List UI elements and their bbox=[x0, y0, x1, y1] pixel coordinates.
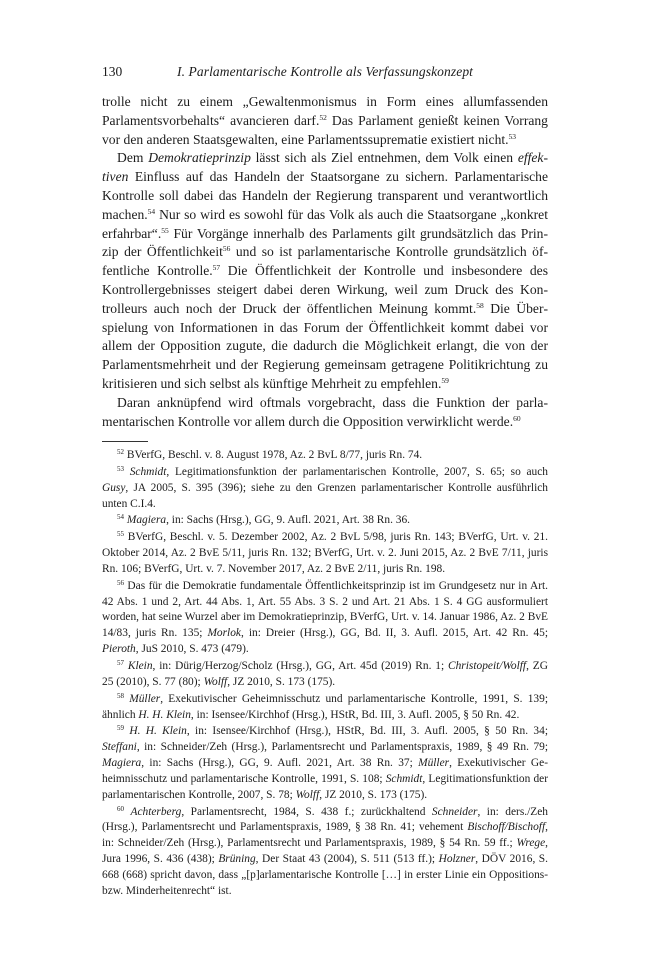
footnote-number: 53 bbox=[117, 464, 124, 473]
footnote: $^{55}$ BVerfG, Beschl. v. 5. Dezember 2002, Az. 2 BvL 5/98, juris Rn. 143; BVerfG, Urt. v. 21. Oktober 2014, Az. 2 BvE 5/11, juris Rn. 132; BVerfG, Urt. v. 2. Juni 2015, Az. 2 BvE 7/11, juris Rn. 106; BVerfG, Urt. v. 7. November 2017, Az. 2 BvE 2/11, juris Rn. 198. bbox=[102, 530, 548, 575]
footnote-number: 56 bbox=[117, 578, 124, 587]
author-name: Gusy bbox=[102, 481, 126, 494]
footnote-number: 54 bbox=[117, 513, 124, 522]
footnote-ref[interactable]: 52 bbox=[319, 112, 327, 122]
body-text bbox=[102, 93, 548, 431]
footnote-ref[interactable]: 58 bbox=[476, 300, 484, 310]
running-head: I. Parlamentarische Kontrolle als Verfassungskonzept bbox=[176, 64, 474, 79]
footnote-number: 60 bbox=[117, 804, 124, 813]
page-number: 130 bbox=[102, 64, 123, 79]
author-name: Schmidt bbox=[129, 465, 167, 478]
author-name: Müller bbox=[418, 757, 450, 770]
footnote-number: 59 bbox=[117, 724, 124, 733]
footnote-separator bbox=[102, 441, 148, 442]
footnote-number: 55 bbox=[117, 530, 124, 539]
footnote: $^{56}$ Das für die Demokratie fundamentale Öffentlichkeitsprinzip ist im Grundgesetz nur in Art. 42 Abs. 1 und 2, Art. 44 Abs. 1, Art. 55 Abs. 3 S. 2 und Art. 21 Abs. 1 S. 4 GG ausformuliert worden, hat seine Wurzel aber im Demokratieprinzip, BVerfG, Urt. v. 14. Januar 1986, Az. 2 BvE 14/83, juris Rn. 135; Morlok, in: Dreier (Hrsg.), GG, Bd. II, 3. Aufl. 2015, Art. 42 Rn. 45; Pieroth, JuS 2010, S. 473 (479). bbox=[102, 578, 548, 656]
author-name: Steffani bbox=[102, 741, 137, 754]
footnote-ref[interactable]: 60 bbox=[513, 413, 521, 423]
author-name: Müller bbox=[129, 692, 161, 705]
footnote-number: 57 bbox=[117, 658, 124, 667]
footnote-ref[interactable]: 56 bbox=[222, 244, 231, 254]
footnote-number: 52 bbox=[117, 448, 124, 456]
author-name: Achterberg bbox=[130, 805, 182, 818]
author-name: Schneider bbox=[431, 805, 478, 818]
footnote-ref[interactable]: 57 bbox=[212, 263, 221, 273]
footnote: $^{59}$ H. H. Klein, in: Isensee/Kirchhof (Hrsg.), HStR, Bd. III, 3. Aufl. 2005, § 50 Rn. 34; Steffani, in: Schneider/Zeh (Hrsg.), Parlamentsrecht und Parlamentspraxis, 1989, § 49 Rn. 79; Magiera, in: Sachs (Hrsg.), GG, 9. Aufl. 2021, Art. 38 Rn. 37; Müller, Exekutivischer Geheimnisschutz und parlamentarische Kontrolle, 1991, S. 108; Schmidt, Legitimationsfunktion der parlamentarischen Kontrolle, 2007, S. 78; Wolff, JZ 2010, S. 173 (175). bbox=[102, 724, 548, 801]
footnotes bbox=[102, 448, 548, 901]
author-name: Klein bbox=[127, 659, 153, 672]
author-name: Magiera bbox=[126, 514, 167, 527]
author-name: Pieroth bbox=[102, 643, 136, 656]
author-name: Wolff bbox=[295, 788, 320, 801]
author-name: Wrege bbox=[516, 837, 546, 850]
paragraph: trolle nicht zu einem „Gewaltenmonismus in Form eines allumfassenden Parlamentsvorbehalts“ avancieren darf.$^{52}$ Das Parlament genießt keinen Vorrang vor den anderen Staatsgewalten, eine Parlamentssuprematie existiert nicht.$^{53}$ bbox=[102, 94, 548, 147]
footnote: $^{54}$ Magiera, in: Sachs (Hrsg.), GG, 9. Aufl. 2021, Art. 38 Rn. 36. bbox=[117, 513, 411, 527]
emphasis: Demokratieprinzip bbox=[148, 150, 251, 166]
footnote: $^{52}$ BVerfG, Beschl. v. 8. August 1978, Az. 2 BvL 8/77, juris Rn. 74. bbox=[117, 448, 423, 461]
author-name: H. H. Klein bbox=[138, 708, 191, 721]
author-name: Holzner bbox=[438, 853, 476, 866]
paragraph: Daran anknüpfend wird oftmals vorgebracht, dass die Funktion der parlamentarischen Kontrolle vor allem durch die Opposition verwirklicht werde.$^{60}$ bbox=[102, 394, 548, 429]
author-name: Brüning bbox=[218, 853, 256, 866]
footnote-ref[interactable]: 55 bbox=[161, 225, 169, 235]
author-name: Magiera bbox=[102, 757, 142, 770]
footnote: $^{58}$ Müller, Exekutivischer Geheimnisschutz und parlamentarische Kontrolle, 1991, S. 139; ähnlich H. H. Klein, in: Isensee/Kirchhof (Hrsg.), HStR, Bd. III, 3. Aufl. 2005, § 50 Rn. 42. bbox=[102, 691, 548, 721]
author-name: H. H. Klein bbox=[129, 725, 187, 738]
author-name: Morlok bbox=[207, 627, 241, 640]
footnote-ref[interactable]: 59 bbox=[441, 375, 449, 385]
author-name: Bischoff/Bischoff bbox=[467, 821, 546, 834]
footnote-ref[interactable]: 54 bbox=[147, 206, 156, 216]
footnote: $^{57}$ Klein, in: Dürig/Herzog/Scholz (Hrsg.), GG, Art. 45d (2019) Rn. 1; Christopeit/Wolff, ZG 25 (2010), S. 77 (80); Wolff, JZ 2010, S. 173 (175). bbox=[102, 658, 548, 688]
footnote: $^{53}$ Schmidt, Legitimationsfunktion der parlamentarischen Kontrolle, 2007, S. 65; so auch Gusy, JA 2005, S. 395 (396); siehe zu den Grenzen parlamentarischer Kontrolle ausführlich unten C.I.4. bbox=[102, 464, 548, 510]
author-name: Wolff bbox=[203, 675, 228, 688]
footnote-number: 58 bbox=[117, 691, 124, 700]
footnote: $^{60}$ Achterberg, Parlamentsrecht, 1984, S. 438 f.; zurückhaltend Schneider, in: ders./Zeh (Hrsg.), Parlamentsrecht und Parlamentspraxis, 1989, § 38 Rn. 41; vehement Bischoff/Bischoff, in: Schneider/Zeh (Hrsg.), Parlamentsrecht und Parlamentspraxis, 1989, § 54 Rn. 59 ff.; Wrege, Jura 1996, S. 436 (438); Brüning, Der Staat 43 (2004), S. 511 (513 ff.); Holzner, DÖV 2016, S. 668 (668) spricht davon, dass „[p]arlamentarische Kontrolle […] in erster Linie ein Oppositions- bzw. Minderheitenrecht“ ist. bbox=[102, 804, 548, 897]
author-name: Schmidt bbox=[385, 772, 423, 785]
footnote-ref[interactable]: 53 bbox=[508, 131, 517, 141]
paragraph: Dem Demokratieprinzip lässt sich als Ziel entnehmen, dem Volk einen effektiven Einfluss auf das Handeln der Staatsorgane zu sichern. Parlamentarische Kontrolle soll dabei das Handeln der Regierung transparent und verantwortlich machen.$^{54}$ Nur so wird es sowohl für das Volk als auch die Staatsorgane „konkret erfahrbar“.$^{55}$ Für Vorgänge innerhalb des Parlaments gilt grundsätzlich das Prinzip der Öffentlichkeit$^{56}$ und so ist parlamentarische Kontrolle grundsätzlich öffentliche Kontrolle.$^{57}$ Die Öffentlichkeit der Kontrolle und insbesondere des Kontrollergebnisses steigert dabei deren Wirkung, weil zum Druck des Kontrolleurs auch noch der Druck der öffentlichen Meinung kommt.$^{58}$ Die Überspielung von Informationen in das Forum der Öffentlichkeit kommt dabei vor allem der Opposition zugute, die dadurch die Möglichkeit erlangt, die von der Parlamentsmehrheit und der Regierung gemeinsam getragene Politikrichtung zu kritisieren und sich selbst als künftige Mehrheit zu empfehlen.$^{59}$ bbox=[102, 150, 549, 391]
author-name: Christopeit/Wolff bbox=[448, 659, 527, 672]
emphasis: effektiven bbox=[102, 150, 548, 185]
